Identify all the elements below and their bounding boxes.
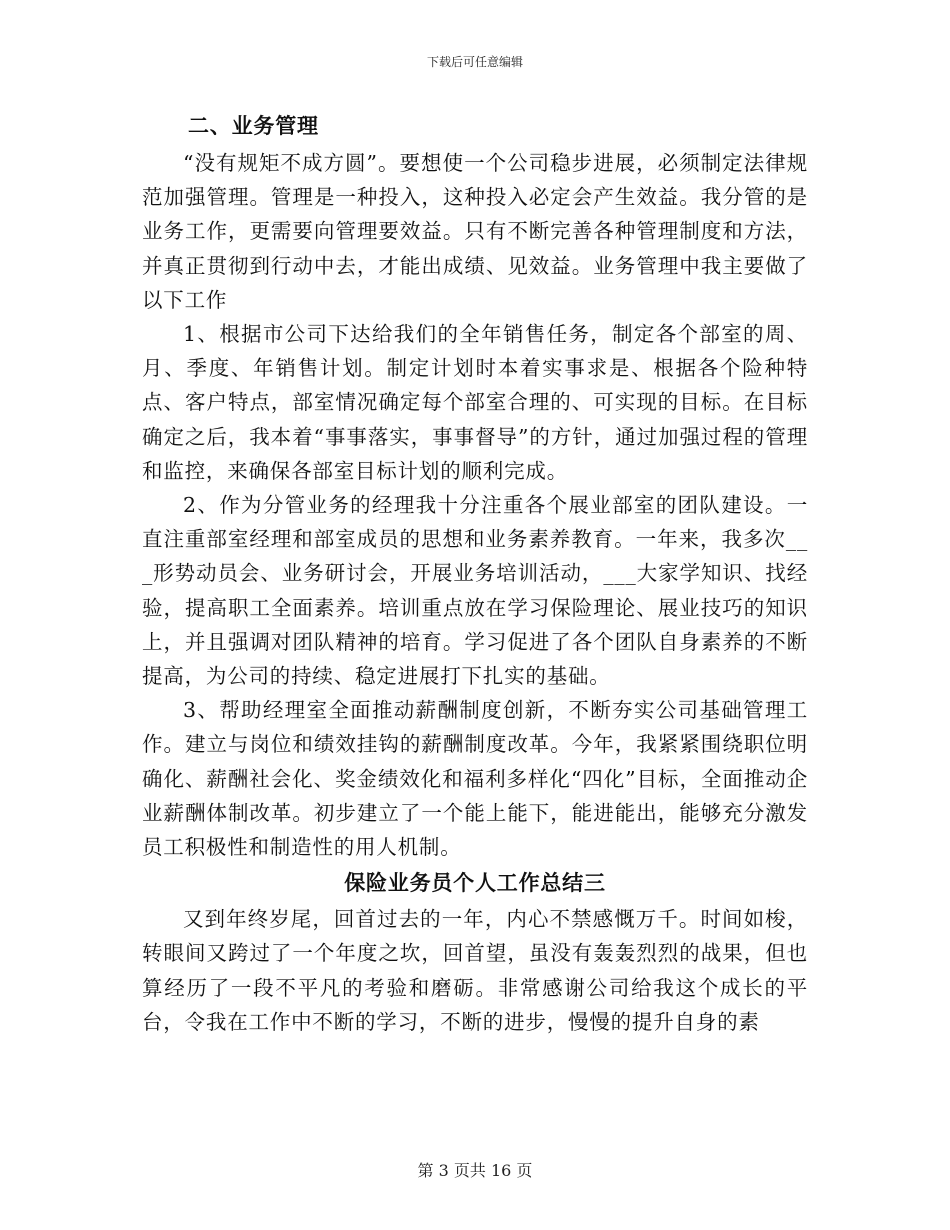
document-body	[142, 106, 808, 1039]
paragraph-item-1: 1、根据市公司下达给我们的全年销售任务，制定各个部室的周、月、季度、年销售计划。制定计划时本着实事求是、根据各个险种特点、客户特点，部室情况确定每个部室合理的、可实现的目标。在目标确定之后，我本着“事事落实，事事督导”的方针，通过加强过程的管理和监控，来确保各部室目标计划的顺利完成。	[142, 322, 808, 483]
page-number: 第 3 页共 16 页	[417, 1161, 533, 1180]
paragraph-intro: “没有规矩不成方圆”。要想使一个公司稳步进展，必须制定法律规范加强管理。管理是一种投入，这种投入必定会产生效益。我分管的是业务工作，更需要向管理要效益。只有不断完善各种管理制度和方法，并真正贯彻到行动中去，才能出成绩、见效益。业务管理中我主要做了以下工作	[142, 151, 808, 312]
section-heading: 二、业务管理	[188, 113, 319, 138]
document-subtitle: 保险业务员个人工作总结三	[344, 870, 606, 896]
paragraph-closing: 又到年终岁尾，回首过去的一年，内心不禁感慨万千。时间如梭，转眼间又跨过了一个年度之坎，回首望，虽没有轰轰烈烈的战果，但也算经历了一段不平凡的考验和磨砺。非常感谢公司给我这个成长的平台，令我在工作中不断的学习，不断的进步，慢慢的提升自身的素	[142, 907, 808, 1034]
page-header-note: 下载后可任意编辑	[426, 55, 523, 69]
paragraph-item-3: 3、帮助经理室全面推动薪酬制度创新，不断夯实公司基础管理工作。建立与岗位和绩效挂钩的薪酬制度改革。今年，我紧紧围绕职位明确化、薪酬社会化、奖金绩效化和福利多样化“四化”目标，全面推动企业薪酬体制改革。初步建立了一个能上能下，能进能出，能够充分激发员工积极性和制造性的用人机制。	[142, 698, 808, 860]
paragraph-item-2: 2、作为分管业务的经理我十分注重各个展业部室的团队建设。一直注重部室经理和部室成员的思想和业务素养教育。一年来，我多次___形势动员会、业务研讨会，开展业务培训活动，___大家学知识、找经验，提高职工全面素养。培训重点放在学习保险理论、展业技巧的知识上，并且强调对团队精神的培育。学习促进了各个团队自身素养的不断提高，为公司的持续、稳定进展打下扎实的基础。	[142, 493, 808, 689]
